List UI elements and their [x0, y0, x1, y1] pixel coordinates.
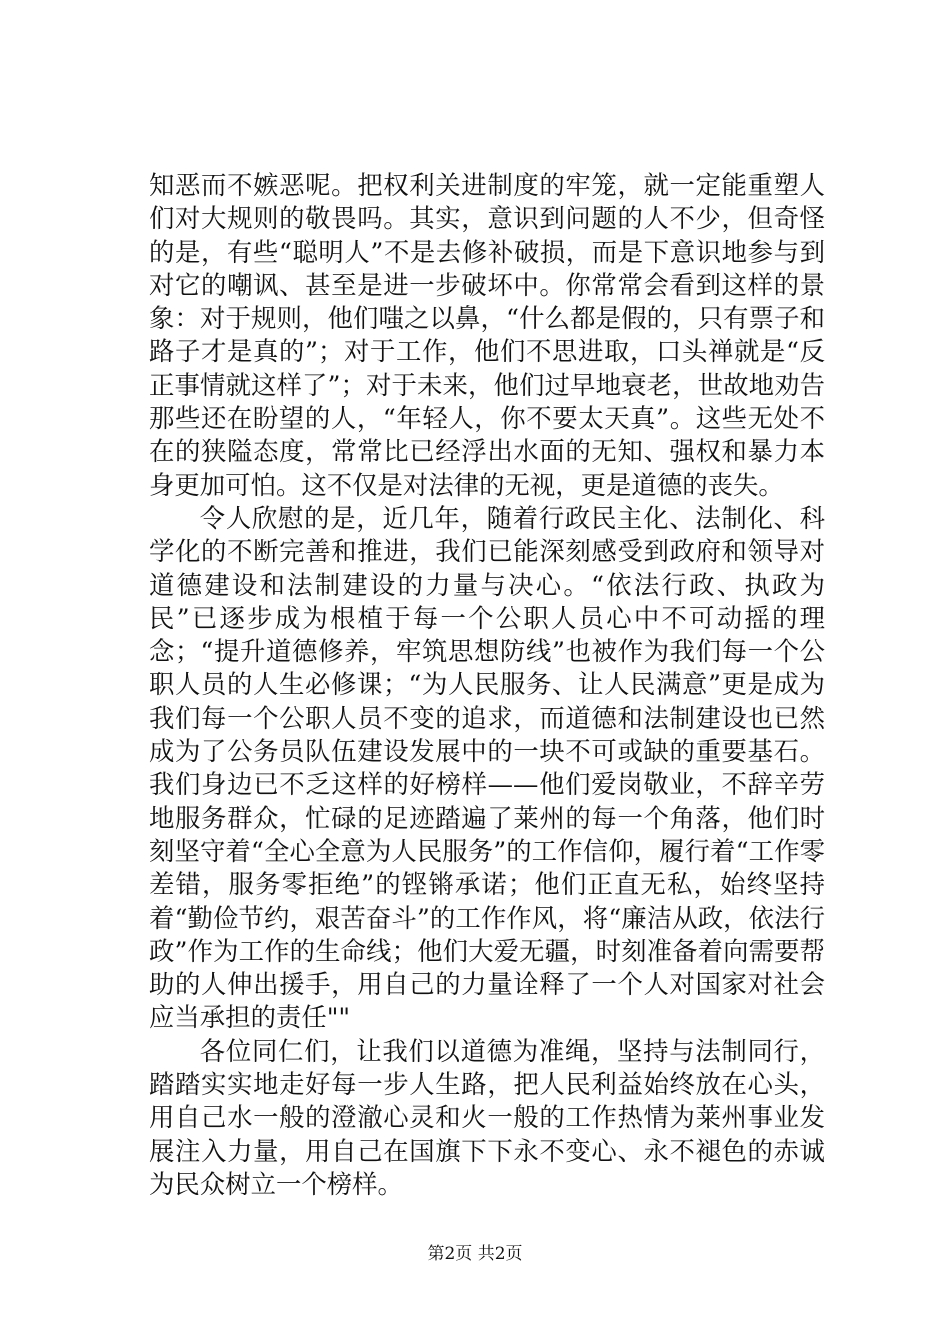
document-body — [149, 169, 825, 1201]
paragraph-continuation: 知恶而不嫉恶呢。把权利关进制度的牢笼，就一定能重塑人们对大规则的敬畏吗。其实，意识到问题的人不少，但奇怪的是，有些“聪明人”不是去修补破损，而是下意识地参与到对它的嘲讽、甚至是进一步破坏中。你常常会看到这样的景象：对于规则，他们嗤之以鼻，“什么都是假的，只有票子和路子才是真的”；对于工作，他们不思进取，口头禅就是“反正事情就这样了”；对于未来，他们过早地衰老，世故地劝告那些还在盼望的人，“年轻人，你不要太天真”。这些无处不在的狭隘态度，常常比已经浮出水面的无知、强权和暴力本身更加可怕。这不仅是对法律的无视，更是道德的丧失。 — [149, 170, 825, 500]
paragraph-encouragement: 令人欣慰的是，近几年，随着行政民主化、法制化、科学化的不断完善和推进，我们已能深刻感受到政府和领导对道德建设和法制建设的力量与决心。“依法行政、执政为民”已逐步成为根植于每一个公职人员心中不可动摇的理念；“提升道德修养，牢筑思想防线”也被作为我们每一个公职人员的人生必修课；“为人民服务、让人民满意”更是成为我们每一个公职人员不变的追求，而道德和法制建设也已然成为了公务员队伍建设发展中的一块不可或缺的重要基石。我们身边已不乏这样的好榜样——他们爱岗敬业，不辞辛劳地服务群众，忙碌的足迹踏遍了莱州的每一个角落，他们时刻坚守着“全心全意为人民服务”的工作信仰，履行着“工作零差错，服务零拒绝”的铿锵承诺；他们正直无私，始终坚持着“勤俭节约，艰苦奋斗”的工作作风，将“廉洁从政，依法行政”作为工作的生命线；他们大爱无疆，时刻准备着向需要帮助的人伸出援手，用自己的力量诠释了一个人对国家对社会应当承担的责任"" — [149, 502, 825, 1033]
page-number-footer: 第2页 共2页 — [427, 1244, 523, 1264]
paragraph-closing: 各位同仁们，让我们以道德为准绳，坚持与法制同行，踏踏实实地走好每一步人生路，把人民利益始终放在心头，用自己水一般的澄澈心灵和火一般的工作热情为莱州事业发展注入力量，用自己在国旗下下永不变心、永不褪色的赤诚为民众树立一个榜样。 — [149, 1035, 825, 1199]
